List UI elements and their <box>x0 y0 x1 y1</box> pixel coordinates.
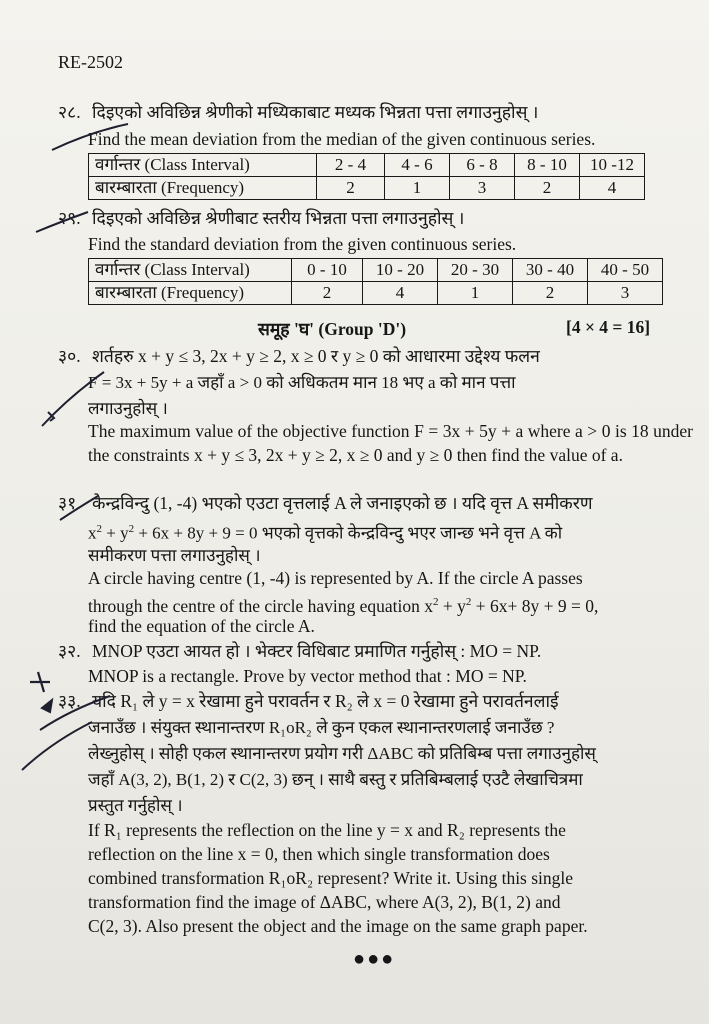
question-31-english-line1: A circle having centre (1, -4) is represented by A. If the circle A passes <box>88 568 583 588</box>
question-number: ३२. <box>58 641 81 661</box>
table-cell: 2 <box>317 177 385 200</box>
table-cell: 2 <box>515 177 580 200</box>
pen-stroke <box>36 212 88 232</box>
question-number: २८. <box>58 102 81 122</box>
question-number: २९. <box>58 208 81 228</box>
pen-stroke <box>22 722 92 770</box>
table-cell: 10 - 20 <box>363 259 438 282</box>
question-33-nepali-line4: जहाँ A(3, 2), B(1, 2) र C(2, 3) छन् । साथै बस्तु र प्रतिबिम्बलाई एउटै लेखाचित्रमा <box>88 770 583 789</box>
question-text: यदि R₁ ले y = x रेखामा हुने परावर्तन र R₂ ले x = 0 रेखामा हुने परावर्तनलाई <box>92 691 559 711</box>
table-cell: 8 - 10 <box>515 154 580 177</box>
question-30-nepali-line2: F = 3x + 5y + a जहाँ a > 0 को अधिकतम मान 18 भए a को मान पत्ता <box>88 373 516 392</box>
table-cell: 2 <box>292 282 363 305</box>
equation-term: + y <box>438 595 466 616</box>
table-cell: 30 - 40 <box>513 259 588 282</box>
question-30-english: The maximum value of the objective function F = 3x + 5y + a where a > 0 is 18 under the constraints x + y ≤ 3, 2x + y ≥ 2, x ≥ 0 and y ≥ 0 then find the value of a. <box>88 421 693 465</box>
question-33-english-line2: reflection on the line x = 0, then which single transformation does <box>88 844 550 864</box>
table-cell: 6 - 8 <box>450 154 515 177</box>
table-cell: 3 <box>588 282 663 305</box>
question-number: ३०. <box>58 346 81 366</box>
question-30-nepali-line3: लगाउनुहोस् । <box>88 399 168 418</box>
question-33-nepali-line5: प्रस्तुत गर्नुहोस् । <box>88 796 183 815</box>
question-33-english-line3: combined transformation R₁oR₂ represent? Write it. Using this single <box>88 868 574 888</box>
question-31-nepali-line3: समीकरण पत्ता लगाउनुहोस् । <box>88 546 261 565</box>
exponent: 2 <box>128 523 135 535</box>
question-33-english-line1: If R₁ represents the reflection on the line y = x and R₂ represents the <box>88 820 566 840</box>
pen-stroke <box>30 672 50 692</box>
group-marks: [4 × 4 = 16] <box>566 317 651 337</box>
paper-code: RE-2502 <box>58 52 123 72</box>
table-cell: 0 - 10 <box>292 259 363 282</box>
question-28-english: Find the mean deviation from the median of the given continuous series. <box>88 129 596 149</box>
equation-term: x <box>88 523 97 543</box>
question-number: ३१. <box>58 493 81 513</box>
question-29-english: Find the standard deviation from the given continuous series. <box>88 234 517 254</box>
question-33-nepali-line3: लेख्नुहोस् । सोही एकल स्थानान्तरण प्रयोग गरी ΔABC को प्रतिबिम्ब पत्ता लगाउनुहोस् <box>88 744 596 763</box>
question-33-english-line4: transformation find the image of ΔABC, where A(3, 2), B(1, 2) and <box>88 892 561 912</box>
table-cell: 40 - 50 <box>588 259 663 282</box>
equation-term: through the centre of the circle having equation x <box>88 595 434 616</box>
pen-stroke <box>60 496 98 520</box>
pen-stroke <box>42 700 52 712</box>
exponent: 2 <box>433 596 439 608</box>
row-header: बारम्बारता (Frequency) <box>89 282 292 305</box>
equation-term: + y <box>102 523 129 543</box>
question-33-nepali-line2: जनाउँछ । संयुक्त स्थानान्तरण R₁oR₂ ले कुन एकल स्थानान्तरणलाई जनाउँछ ? <box>88 718 555 737</box>
question-32-english: MNOP is a rectangle. Prove by vector method that : MO = NP. <box>88 666 527 686</box>
question-text: केन्द्रविन्दु (1, -4) भएको एउटा वृत्तलाई A ले जनाइएको छ । यदि वृत्त A समीकरण <box>92 493 593 513</box>
equation-term: + 6x + 8y + 9 = 0 भएको वृत्तको केन्द्रविन्दु भएर जान्छ भने वृत्त A को <box>134 523 563 543</box>
table-cell: 20 - 30 <box>438 259 513 282</box>
equation-term: + 6x+ 8y + 9 = 0, <box>471 595 599 616</box>
table-cell: 4 <box>580 177 645 200</box>
question-text: शर्तहरु x + y ≤ 3, 2x + y ≥ 2, x ≥ 0 र y ≥ 0 को आधारमा उद्देश्य फलन <box>92 346 540 366</box>
question-31-english-line3: find the equation of the circle A. <box>88 616 315 636</box>
table-cell: 4 <box>363 282 438 305</box>
table-cell: 1 <box>438 282 513 305</box>
table-cell: 10 -12 <box>580 154 645 177</box>
question-number: ३३. <box>58 691 81 711</box>
row-header: वर्गान्तर (Class Interval) <box>89 154 317 177</box>
row-header: बारम्बारता (Frequency) <box>89 177 317 200</box>
table-cell: 1 <box>385 177 450 200</box>
pen-stroke <box>52 124 128 150</box>
exponent: 2 <box>96 523 102 535</box>
row-header: वर्गान्तर (Class Interval) <box>89 259 292 282</box>
table-cell: 2 <box>513 282 588 305</box>
question-text: दिइएको अविछिन्न श्रेणीको मध्यिकाबाट मध्यक भिन्नता पत्ता लगाउनुहोस् । <box>92 102 539 122</box>
group-title: समूह 'घ' (Group 'D') <box>258 319 407 339</box>
table-cell: 3 <box>450 177 515 200</box>
question-33-english-line5: C(2, 3). Also present the object and the image on the same graph paper. <box>88 916 588 936</box>
exponent: 2 <box>465 596 472 608</box>
table-cell: 2 - 4 <box>317 154 385 177</box>
question-text: MNOP एउटा आयत हो । भेक्टर विधिबाट प्रमाणित गर्नुहोस् : MO = NP. <box>92 641 542 661</box>
table-cell: 4 - 6 <box>385 154 450 177</box>
question-text: दिइएको अविछिन्न श्रेणीबाट स्तरीय भिन्नता पत्ता लगाउनुहोस् । <box>92 208 465 228</box>
pen-stroke <box>42 372 104 426</box>
end-marker: ●●● <box>353 948 396 970</box>
